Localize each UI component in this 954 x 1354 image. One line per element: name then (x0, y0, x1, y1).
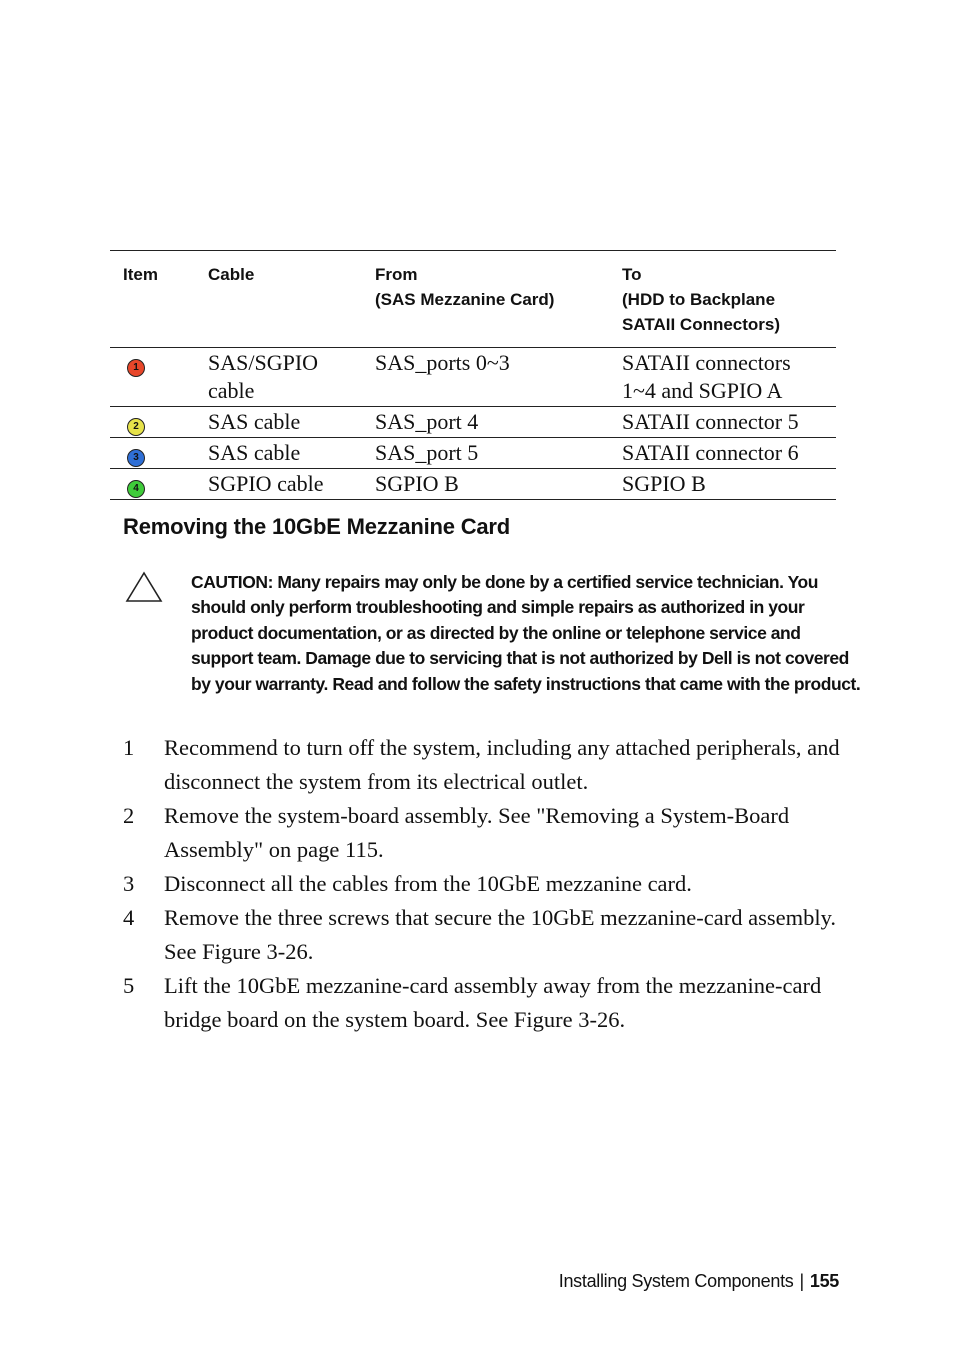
row-to: SATAII connectors 1~4 and SGPIO A (609, 348, 836, 407)
header-from-line1: From (375, 265, 418, 284)
step-number: 1 (123, 735, 135, 760)
table-row (110, 407, 836, 438)
callout-badge-icon: 4 (127, 480, 145, 498)
list-item (123, 901, 843, 969)
page-number: 155 (809, 1271, 839, 1291)
callout-badge-icon: 1 (127, 359, 145, 377)
caution-triangle-icon (125, 571, 163, 603)
row-item-cell (110, 348, 194, 407)
step-text: Remove the system-board assembly. See "Removing a System-Board Assembly" on page 115. (164, 803, 790, 862)
callout-badge-icon: 3 (127, 449, 145, 467)
header-to (609, 251, 836, 348)
header-to-line3: SATAII Connectors) (622, 315, 781, 334)
table-row (110, 469, 836, 500)
step-number: 3 (123, 871, 135, 896)
header-item: Item (110, 251, 194, 348)
table-header-row (110, 251, 836, 348)
row-to: SATAII connector 5 (609, 407, 836, 438)
header-cable: Cable (194, 251, 362, 348)
step-number: 2 (123, 803, 135, 828)
procedure-steps (123, 731, 843, 1037)
page-footer (559, 1271, 839, 1292)
step-text: Lift the 10GbE mezzanine-card assembly away from the mezzanine-card bridge board on the system board. See Figure 3-26. (164, 973, 822, 1032)
list-item (123, 969, 843, 1037)
step-number: 4 (123, 905, 135, 930)
step-text: Remove the three screws that secure the 10GbE mezzanine-card assembly. See Figure 3-26. (164, 905, 837, 964)
row-from: SAS_port 5 (362, 438, 609, 469)
row-cable: SAS/SGPIO cable (194, 348, 362, 407)
list-item (123, 731, 843, 799)
row-to: SGPIO B (609, 469, 836, 500)
header-from-line2: (SAS Mezzanine Card) (375, 290, 555, 309)
footer-section-title: Installing System Components (558, 1271, 794, 1291)
section-heading: Removing the 10GbE Mezzanine Card (123, 514, 511, 539)
row-to: SATAII connector 6 (609, 438, 836, 469)
row-cable: SGPIO cable (194, 469, 362, 500)
header-to-line2: (HDD to Backplane (622, 290, 776, 309)
list-item (123, 867, 843, 901)
step-number: 5 (123, 973, 135, 998)
row-item-cell (110, 438, 194, 469)
row-cable: SAS cable (194, 407, 362, 438)
row-from: SAS_port 4 (362, 407, 609, 438)
list-item (123, 799, 843, 867)
row-item-cell (110, 407, 194, 438)
footer-separator: | (799, 1271, 804, 1291)
row-item-cell (110, 469, 194, 500)
callout-badge-icon: 2 (127, 418, 145, 436)
row-from: SAS_ports 0~3 (362, 348, 609, 407)
step-text: Recommend to turn off the system, including any attached peripherals, and disconnect the system from its electrical outlet. (164, 735, 840, 794)
header-to-line1: To (622, 265, 642, 284)
header-from (362, 251, 609, 348)
step-text: Disconnect all the cables from the 10GbE mezzanine card. (164, 871, 692, 896)
table-row (110, 438, 836, 469)
cable-table (110, 250, 836, 500)
table-row (110, 348, 836, 407)
caution-text: CAUTION: Many repairs may only be done by a certified service technician. You should only perform troubleshooting and simple repairs as authorized in your product documentation, or as directed by the online or telephone service and support team. Damage due to servicing that is not authorized by Dell is not covered by your warranty. Read and follow the safety instructions that came with the product. (191, 572, 861, 694)
row-from: SGPIO B (362, 469, 609, 500)
row-cable: SAS cable (194, 438, 362, 469)
